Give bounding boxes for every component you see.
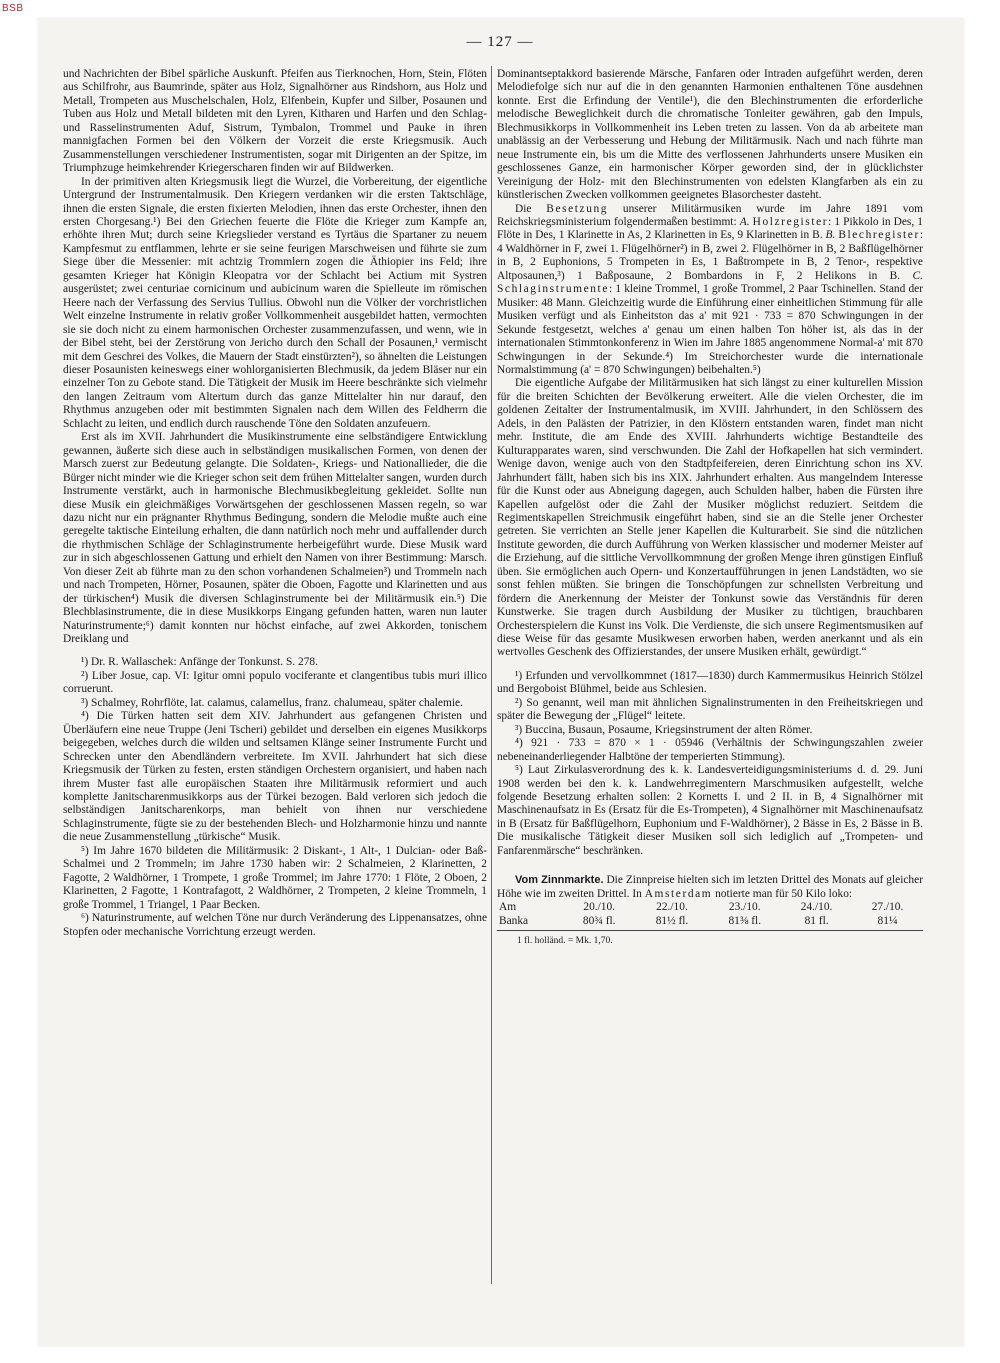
section-letter: A. bbox=[739, 215, 753, 228]
right-footnote-1: ¹) Erfunden und vervollkommnet (1817—1830) durch Kammermusikus Heinrich Stölzel und Bergoboist Blühmel, beide aus Schlesien. bbox=[497, 669, 923, 696]
left-footnote-6: ⁶) Naturinstrumente, auf welchen Töne nur durch Veränderung des Lippenansatzes, ohne Stopfen oder mechanische Vorrichtung erzeugt werden. bbox=[63, 912, 487, 938]
left-footnote-5: ⁵) Im Jahre 1670 bildeten die Militärmusik: 2 Diskant-, 1 Alt-, 1 Dulcian- oder Baß-Schalmei und 2 Trommeln; im Jahre 1730 haben wir: 2 Schalmeien, 2 Klarinetten, 2 Fagotte, 2 Waldhörner, 1 Trompete, 1 große Trommel; im Jahre 1770: 1 Flöte, 2 Oboen, 2 Klarinetten, 2 Fagotte, 1 Kontrafagott, 2 Waldhörner, 2 Trompeten, 2 kleine Trommeln, 1 große Trommel, 1 Triangel, 1 Paar Becken. bbox=[63, 844, 487, 911]
right-footnote-2: ²) So genannt, weil man mit ähnlichen Signalinstrumenten in den Freiheitskriegen und später die Bewegung der „Flügel“ leitete. bbox=[497, 696, 923, 723]
tin-table-row bbox=[497, 915, 923, 929]
table-cell: Banka bbox=[499, 914, 529, 927]
tin-market-heading: Vom Zinnmarkte. bbox=[515, 874, 604, 887]
text-run: notierte man für 50 Kilo loko: bbox=[712, 887, 853, 900]
table-cell: 81½ fl. bbox=[655, 914, 689, 927]
left-footnote-3: ³) Schalmey, Rohrflöte, lat. calamus, calamellus, franz. chalumeau, später chalemie. bbox=[81, 696, 463, 709]
table-cell: 24./10. bbox=[800, 901, 833, 914]
tin-market-paragraph bbox=[497, 874, 923, 901]
spaced-term: Schlaginstrumente bbox=[497, 283, 609, 296]
text-run: : 1 kleine Trommel, 1 große Trommel, 2 Paar Tschinellen. Stand der Musiker: 48 Mann. Gleichzeitig wurde die Einführung einer einheitlichen Stimmung für alle Musiken verfügt und als Einheitston das a' mit 921 · 733 = 870 Schwingungen in der Sekunde festgesetzt, welches a' genau um einen halben Ton höher ist, als das in der internationalen Stimmtonkonferenz in Wien im Jahre 1885 angenommene Normal-a' mit 870 Schwingungen in der Sekunde.⁴) Im Streichorchester wurde die internationale Normalstimmung (a' = 870 Schwingungen) beibehalten.⁵) bbox=[497, 283, 923, 376]
left-column bbox=[63, 68, 487, 939]
text-run: : 1 Pikkolo in Des, 1 Flöte in Des, 1 Klarinette in As, 2 Klarinetten in Es, 9 Klarinetten in B. bbox=[497, 215, 923, 242]
left-paragraph-3: Erst als im XVII. Jahrhundert die Musikinstrumente eine selbständigere Entwicklung gewannen, äußerte sich diese auch in selbständigen musikalischen Formen, von denen der Marsch zuerst zur Bedeutung gelangte. Die Soldaten-, Kriegs- und Nationallieder, die die Bürger nicht minder wie die Krieger schon seit dem frühen Mittelalter sangen, wurden durch Instrumente verstärkt, auch in harmonische Blechmusikbegleitung gekleidet. Sollte nun diese Musik ein gleichmäßiges Vorwärtsgehen der geschlossenen Massen regeln, so war dazu nicht nur ein prägnanter Rhythmus Bedingung, sondern die Melodie mußte auch eine geregelte taktische Einteilung erhalten, die dann natürlich noch mehr und auffallender durch die rhythmischen Schläge der Schlaginstrumente herbeigeführt wurde. Diese Musik ward zur in sich abgeschlossenen Gattung und erhielt den Namen von ihrer Bestimmung: Marsch. Von dieser Zeit ab führte man zu den schon vorhandenen Schalmeien³) und Trommeln nach und nach Trompeten, Hörner, Posaunen, später die Oboen, Fagotte und Klarinetten und aus der türkischen⁴) Musik die diversen Schlaginstrumente bei der Militärmusik ein.⁵) Die Blechblasinstrumente, die in diese Musikkorps Eingang gefunden hatten, waren nun lauter Naturinstrumente;⁶) damit konnten nur höchst einfache, auf zwei Akkorden, tonischem Dreiklang und bbox=[63, 431, 487, 646]
spaced-term: Amsterdam bbox=[644, 887, 713, 900]
spaced-term: Blechregister bbox=[838, 229, 920, 242]
tin-table-header bbox=[497, 901, 923, 915]
table-cell: 80¾ fl. bbox=[582, 914, 616, 927]
left-footnote-4: ⁴) Die Türken hatten seit dem XIV. Jahrhundert aus gefangenen Christen und Überläufern eine neue Truppe (Jeni Tscheri) gebildet und derselben ein eigenes Musikkorps beigegeben, welches durch die wilden und seltsamen Klänge seiner Instrumente Furcht und Schrecken unter den Abendländern verbreitete. Im XVII. Jahrhundert hat sich diese Kriegsmusik der Türken zu festen, ersten ständigen Orchestern organisiert, und haben nach ihrem Muster fast alle europäischen Staaten ihre Militärmusik reformiert und auch komplette Janitscharenmusikkorps aus der Türkei bezogen. Bald verloren sich jedoch die selbständigen Janitscharenkorps, man behielt von ihnen nur verschiedene Schlaginstrumente, fügte sie zu der bestehenden Blech- und Holzharmonie hinzu und nannte die neue Zusammenstellung „türkische“ Musik. bbox=[63, 710, 487, 844]
right-footnote-4: ⁴) 921 · 733 = 870 × 1 · 05946 (Verhältnis der Schwingungszahlen zweier nebeneinanderliegender Halbtöne der temperierten Stimmung). bbox=[497, 737, 923, 763]
left-footnote-2: ²) Liber Josue, cap. VI: Igitur omni populo vociferante et clangentibus tubis muri illico corruerunt. bbox=[63, 669, 487, 696]
table-cell: 23./10. bbox=[728, 901, 761, 914]
table-cell: 81⅜ fl. bbox=[728, 914, 762, 927]
table-cell: 81 fl. bbox=[804, 914, 829, 927]
text-run: Die Zinnpreise hielten sich im letzten Drittel des Monats auf gleicher Höhe wie im zweiten Drittel. In bbox=[497, 874, 923, 900]
section-letter: C. bbox=[912, 269, 923, 282]
spacer bbox=[63, 646, 487, 656]
right-footnote-5: ⁵) Laut Zirkulasverordnung des k. k. Landesverteidigungsministeriums d. d. 29. Juni 1908 werden bei den k. k. Landwehrregimentern Marschmusiken aufgestellt, welche folgende Besetzung erhalten sollen: 2 Kornetts I. und 2 II. in B, 4 Signalhörner mit Maschinenaufsatz in Es (Ersatz für die Es-Trompeten), 4 Signalhörner mit Maschinenaufsatz in B (Ersatz für Baßflügelhorn, Euphonium und F-Waldhörner), 2 Bässe in Es, 2 Bässe in B. Die musikalische Tätigkeit dieser Musiken soll sich lediglich auf „Trompeten- und Fanfarenmärsche“ beschränken. bbox=[497, 764, 923, 857]
spacer bbox=[497, 660, 923, 670]
table-cell: 22./10. bbox=[656, 901, 688, 914]
spaced-term: Holzregister bbox=[752, 215, 829, 228]
left-paragraph-2: In der primitiven alten Kriegsmusik liegt die Wurzel, die Vorbereitung, der eigentliche Untergrund der Instrumentalmusik. Den Kriegern verdanken wir die ersten Taktschläge, ihnen die ersten Signale, die ersten fixierten Melodien, ihnen das erste Orchester, ihnen den ersten Chorgesang.¹) Bei den Griechen feuerte die Flöte die Krieger zum Kampfe an, erhöhte ihren Mut; durch seine Kriegslieder verstand es Tyrtäus die Spartaner zu neuem Kampfesmut zu entflammen, lehrte er sie seine feurigen Marschweisen und führte sie zum Siege über die Messenier: mit achtzig Trommlern zogen die Äthiopier ins Feld; ihre gesamten Krieger hat Königin Kleopatra vor der Schlacht bei Actium mit Systren ausgerüstet; zwei centuriae cornicinum und aubicinum waren die Spielleute im römischen Heere nach der Verfassung des Servius Tullius. Obwohl nun die Völker der vorchristlichen Welt einzelne Instrumente in relativ großer Vollkommenheit ausgebildet hatten, vermochten sie sie doch nicht zu einem harmonischen Orchester zusammenzufassen, und wenn, wie in der Bibel steht, bei der Zerstörung von Jericho durch den Schall der Posaunen,¹ vermischt mit dem Geschrei des Volkes, die Mauern der Stadt einstürzten²), so ähnelten die Leistungen dieser Posaunisten keineswegs einer wohlorganisierten Blechmusik, da jedem Bläser nur ein einzelner Ton zu Gebote stand. Die Tätigkeit der Musik im Heere beschränkte sich vielmehr den langen Zeitraum vom Altertum durch das ganze Mittelalter hin nur darauf, den Rhythmus anzugeben oder mit bestimmten Signalen nach dem Willen des Feldherrn die Schlacht zu leiten, und endlich durch rauschende Töne den Soldaten anzufeuern. bbox=[63, 175, 487, 430]
right-column bbox=[497, 68, 923, 949]
library-mark: BSB bbox=[2, 3, 24, 14]
spaced-term: Besetzung bbox=[546, 202, 609, 215]
currency-note: 1 fl. holländ. = Mk. 1,70. bbox=[517, 936, 613, 947]
left-footnote-1: ¹) Dr. R. Wallaschek: Anfänge der Tonkunst. S. 278. bbox=[81, 656, 318, 669]
right-paragraph-3: Die eigentliche Aufgabe der Militärmusiken hat sich längst zu einer kulturellen Mission für die breiten Schichten der Bevölkerung erweitert. Alle die vielen Orchester, die im goldenen Zeitalter der Instrumentalmusik, im XVIII. Jahrhundert, in den Schlössern des Adels, in den Palästen der Patrizier, in den Klöstern entstanden waren, findet man nicht mehr. Institute, die am Ende des XVIII. Jahrhunderts wichtige Bestandteile des Kulturapparates waren, sind verschwunden. Die Zahl der Hofkapellen hat sich vermindert. Wenige davon, wenige auch von den Stadtpfeifereien, deren Einrichtung schon ins XV. Jahrhundert fällt, haben sich bis ins XIX. Jahrhundert erhalten. Aus mangelndem Interesse für die Kunst oder aus Abneigung dagegen, auch Schulden halber, haben die Fürsten ihre Kapellen aufgelöst oder die Zahl der Musiker möglichst reduziert. Seitdem die Regimentskapellen Streichmusik eingeführt haben, sind sie an die Stelle jener Orchester getreten. Sie verrichten an Stelle jener Kapellen die Kulturarbeit. Sie sind die nützlichen Institute geworden, die durch Aufführung von Werken klassischer und moderner Meister auf die Erziehung, auf die sittliche Vervollkommnung der großen Menge ihren günstigen Einfluß üben. Sie ermöglichen auch Opern- und Konzertaufführungen in jenen Landstädten, wo sie sonst fehlen müßten. Sie bringen die Tonschöpfungen zur schnellsten Verbreitung und fördern die Anerkennung der Meister der Tonkunst sowie das Verständnis für deren Kunstwerke. Sie tragen durch Ausbildung der Musiker zu tüchtigen, brauchbaren Orchesterspielern die Kunst ins Volk. Die Verdienste, die sich unsere Regimentsmusiken auf diese Weise für das gesamte Musikwesen erworben haben, werden anerkannt und als ein wertvolles Geschenk des Offizierstandes, der unsere Musiken erhält, gewürdigt.“ bbox=[497, 377, 923, 659]
right-paragraph-1: Dominantseptakkord basierende Märsche, Fanfaren oder Intraden aufgeführt werden, deren Melodiefolge sich nur auf die in den genannten Harmonien enthaltenen Töne ausdehnen konnte. Erst die Erfindung der Ventile¹), die den Blechinstrumenten die erforderliche melodische Beweglichkeit durch die chromatische Tonleiter gewähren, gab den Impuls, Blechmusikkorps in Vollkommenheit ins Leben treten zu lassen. Von da ab arbeitete man unablässig an der Verbesserung und Hebung der Militärmusik. Nach und nach führte man neue Instrumente ein, bis um die Mitte des verflossenen Jahrhunderts unsere Musiken ein geschlossenes Ganze, ein harmonischer Körper geworden sind, der in glücklichster Vereinigung der Holz- mit den Blechinstrumenten von edelsten Klangfarben als ein zu künstlerischen Zwecken vollkommen geeignetes Blasorchester dasteht. bbox=[497, 68, 923, 202]
table-rule bbox=[497, 930, 923, 931]
tin-price-table bbox=[497, 901, 923, 928]
spacer bbox=[497, 858, 923, 874]
text-run: : 4 Waldhörner in F, zwei 1. Flügelhörner²) in B, zwei 2. Flügelhörner in B, 2 Baßflügelhörner in B, 2 Euphonions, 5 Trompeten in Es, 1 Baßtrompete in B, 2 Tenor-, respektive Altposaunen,³) 1 Baßposaune, 2 Bombardons in F, 2 Helikons in B. bbox=[497, 229, 924, 282]
column-divider bbox=[491, 66, 492, 1284]
table-cell: 27./10. bbox=[871, 901, 904, 914]
page-number: — 127 — bbox=[466, 34, 534, 50]
table-cell: Am bbox=[499, 901, 517, 914]
table-cell: 20./10. bbox=[583, 901, 616, 914]
text-run: unserer Militärmusiken wurde im Jahre 1891 vom Reichskriegsministerium folgendermaßen bestimmt: bbox=[497, 202, 923, 228]
table-cell: 81¼ bbox=[877, 914, 898, 927]
section-letter: B. bbox=[825, 229, 839, 242]
text-run: Die bbox=[515, 202, 547, 215]
left-paragraph-1: und Nachrichten der Bibel spärliche Auskunft. Pfeifen aus Tierknochen, Horn, Stein, Flöten aus Schilfrohr, aus Baumrinde, später aus Holz, Signalhörner aus Rindshorn, aus Holz und Metall, Trompeten aus Muschelschalen, Holz, Elfenbein, Kupfer und Silber, Posaunen und Tuben aus Holz und Metall bildeten mit den Lyren, Kitharen und Harfen und den Schlag- und Rasselinstrumenten Aduf, Sistrum, Tymbalon, Trommel und Pauke in ihren mannigfachen Formen bei den Völkern der Vorzeit die erste Kriegsmusik. Auch Zusammenstellungen verschiedener Instrumentisten, sogar mit Dirigenten an der Spitze, im Triumphzuge heimkehrender Kriegerscharen finden wir auf Bildwerken. bbox=[63, 68, 487, 175]
right-paragraph-2 bbox=[497, 203, 923, 378]
right-footnote-3: ³) Buccina, Busaun, Posaume, Kriegsinstrument der alten Römer. bbox=[515, 723, 813, 736]
